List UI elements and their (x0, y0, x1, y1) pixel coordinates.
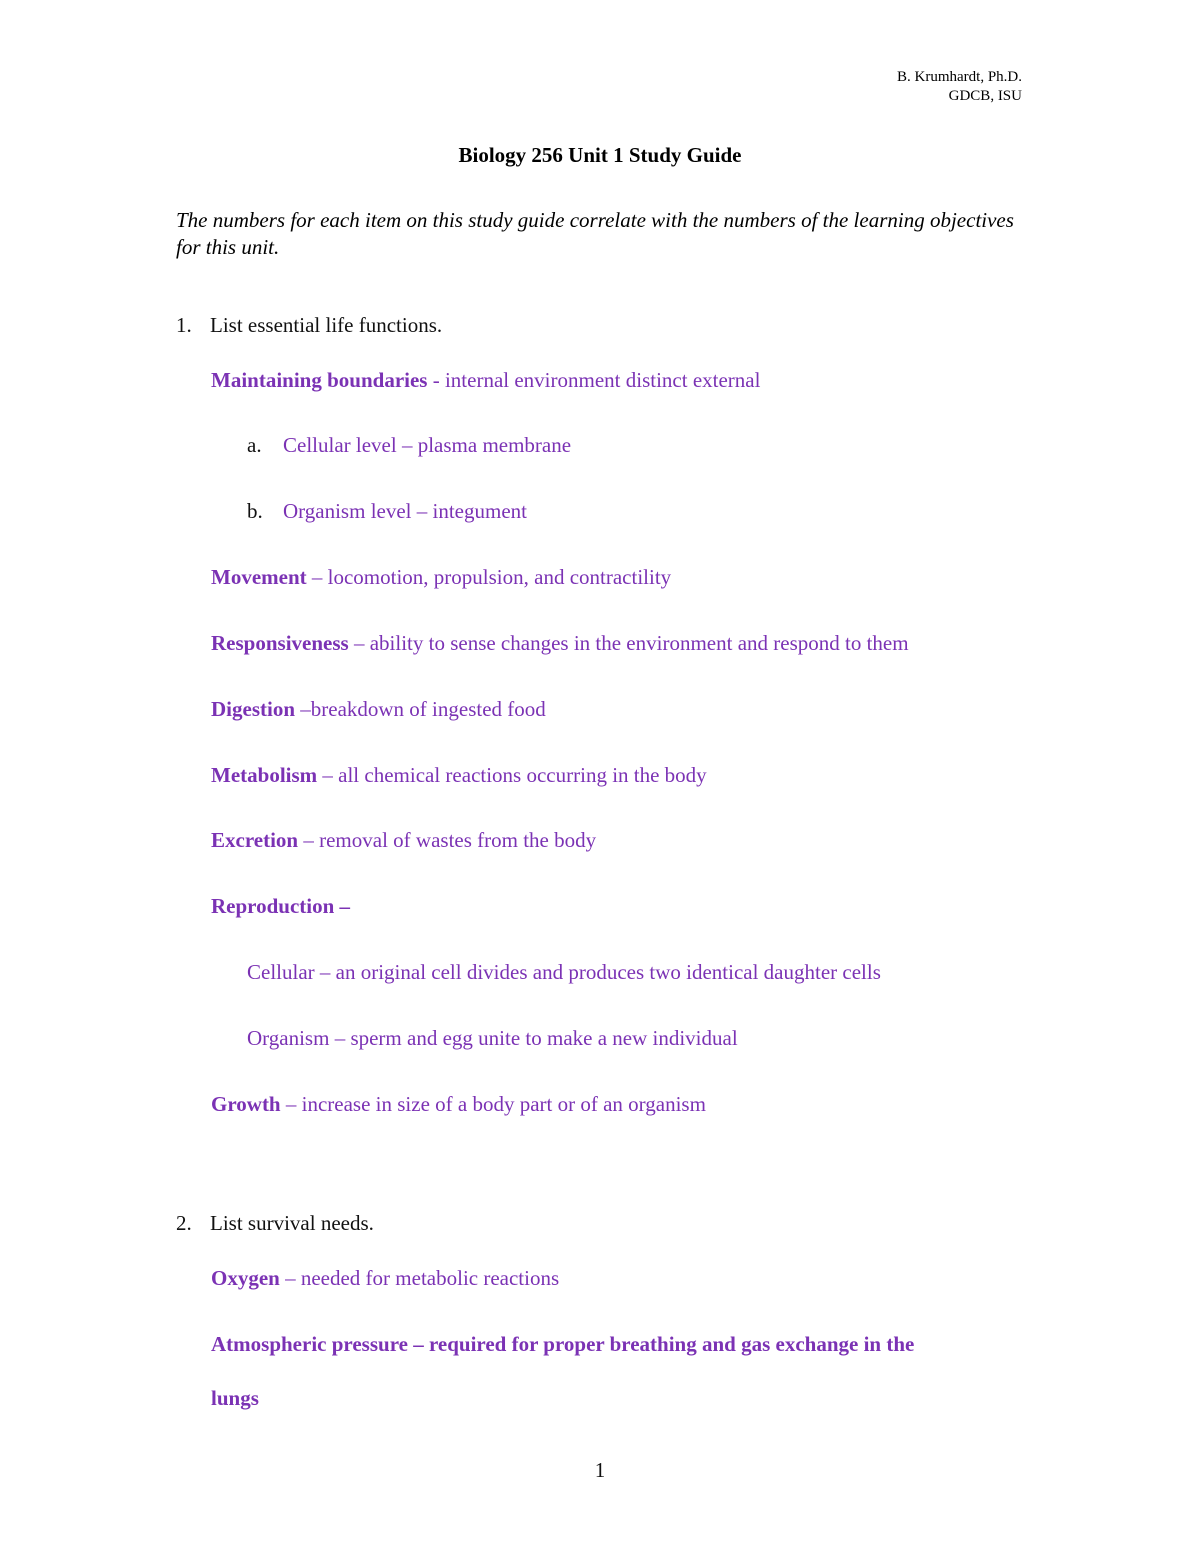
item-excretion (211, 827, 596, 854)
def-responsiveness: – ability to sense changes in the environment and respond to them (348, 631, 909, 655)
sub-item-a-text: Cellular level – plasma membrane (283, 433, 572, 457)
term-metabolism: Metabolism (211, 763, 318, 787)
item-atmospheric-pressure-line2: lungs (211, 1386, 259, 1410)
question-1 (176, 312, 442, 339)
def-movement: – locomotion, propulsion, and contractility (306, 565, 672, 589)
question-1-text: List essential life functions. (210, 313, 443, 337)
question-2 (176, 1210, 374, 1237)
reproduction-organism: Organism – sperm and egg unite to make a new individual (247, 1026, 738, 1050)
sub-item-b-text: Organism level – integument (283, 499, 527, 523)
item-metabolism (211, 762, 707, 789)
def-maintaining-boundaries: - internal environment distinct external (427, 368, 761, 392)
author-header (897, 68, 1022, 106)
item-atmospheric-pressure-line1: Atmospheric pressure – required for proper breathing and gas exchange in the (211, 1332, 915, 1356)
item-movement (211, 564, 671, 591)
def-growth: – increase in size of a body part or of an organism (280, 1092, 706, 1116)
term-digestion: Digestion (211, 697, 295, 721)
sub-item-a (247, 432, 571, 459)
intro-paragraph: The numbers for each item on this study guide correlate with the numbers of the learning objectives for this unit. (176, 208, 1014, 259)
def-excretion: – removal of wastes from the body (298, 828, 597, 852)
question-2-number: 2. (176, 1211, 192, 1235)
term-excretion: Excretion (211, 828, 299, 852)
sub-item-a-marker: a. (247, 433, 262, 457)
sub-item-b (247, 498, 527, 525)
term-maintaining-boundaries: Maintaining boundaries (211, 368, 428, 392)
term-reproduction: Reproduction – (211, 894, 351, 918)
item-digestion (211, 696, 546, 723)
item-maintaining-boundaries (211, 367, 760, 394)
def-metabolism: – all chemical reactions occurring in the body (317, 763, 707, 787)
term-growth: Growth (211, 1092, 281, 1116)
item-reproduction (211, 893, 350, 920)
author-department: GDCB, ISU (948, 88, 1022, 104)
term-responsiveness: Responsiveness (211, 631, 349, 655)
term-movement: Movement (211, 565, 307, 589)
author-name: B. Krumhardt, Ph.D. (897, 69, 1022, 85)
item-growth (211, 1091, 706, 1118)
question-1-number: 1. (176, 313, 192, 337)
page-number: 1 (594, 1458, 606, 1482)
def-oxygen: – needed for metabolic reactions (279, 1266, 560, 1290)
sub-item-b-marker: b. (247, 499, 263, 523)
page-title: Biology 256 Unit 1 Study Guide (458, 143, 742, 167)
reproduction-cellular: Cellular – an original cell divides and produces two identical daughter cells (247, 960, 881, 984)
def-digestion: –breakdown of ingested food (295, 697, 546, 721)
question-2-text: List survival needs. (210, 1211, 374, 1235)
item-oxygen (211, 1265, 559, 1292)
term-oxygen: Oxygen (211, 1266, 280, 1290)
item-responsiveness (211, 630, 909, 657)
